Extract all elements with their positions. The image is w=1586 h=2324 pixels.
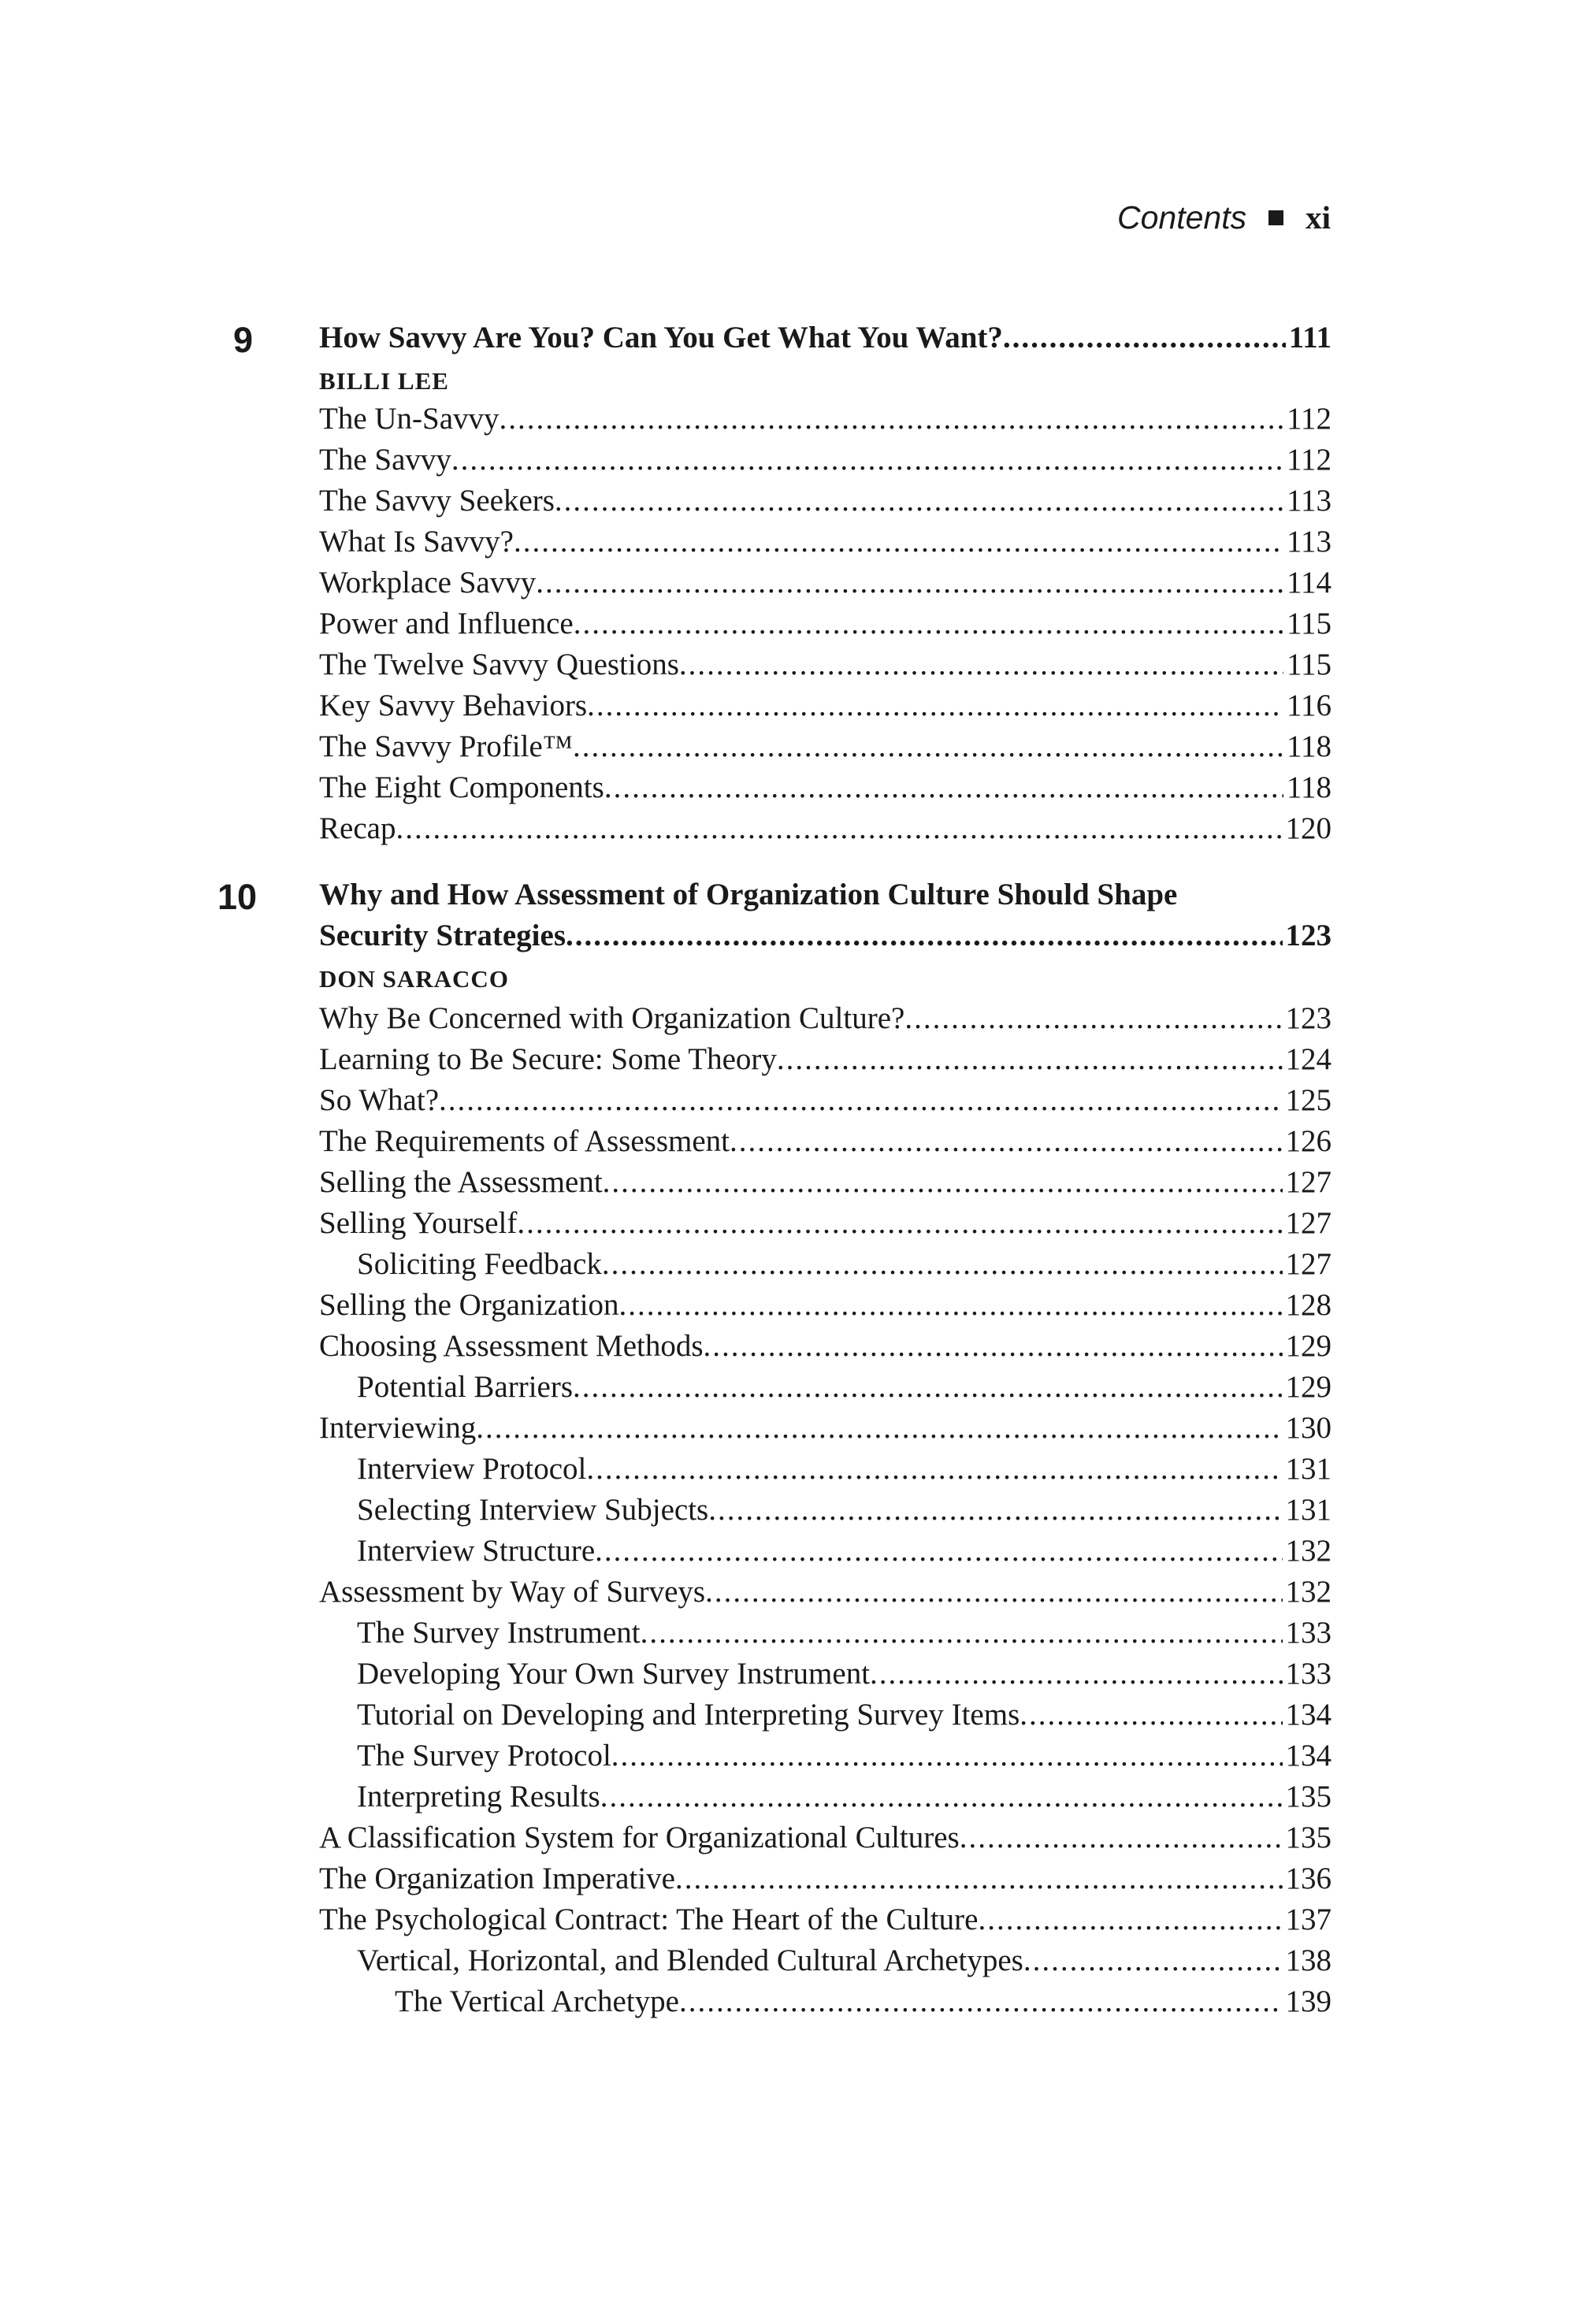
toc-entry[interactable] [319, 1410, 1332, 1451]
entry-page: 132 [1285, 1534, 1332, 1568]
dot-leader [517, 1205, 1282, 1241]
toc-entry[interactable] [319, 442, 1332, 483]
entry-title: The Survey Instrument [357, 1616, 641, 1650]
entry-page: 113 [1286, 525, 1332, 559]
dot-leader [641, 1615, 1283, 1650]
entry-title: The Twelve Savvy Questions [319, 648, 679, 681]
square-bullet-icon [1268, 210, 1283, 225]
entry-page: 116 [1286, 689, 1332, 722]
entry-title: Workplace Savvy [319, 566, 537, 600]
entry-page: 114 [1286, 566, 1332, 600]
entry-page: 132 [1285, 1575, 1332, 1609]
toc-entry[interactable] [319, 688, 1332, 729]
dot-leader [536, 565, 1283, 600]
entry-title: Learning to Be Secure: Some Theory [319, 1042, 777, 1076]
entry-title: Interview Protocol [357, 1452, 587, 1486]
toc-entry[interactable] [319, 811, 1332, 852]
dot-leader [675, 1861, 1283, 1896]
chapter-title-link[interactable] [319, 320, 1332, 361]
entry-title: Soliciting Feedback [357, 1247, 602, 1281]
chapter-author: DON SARACCO [319, 965, 509, 993]
chapter-number: 10 [217, 877, 258, 917]
toc-entry[interactable] [319, 483, 1332, 524]
entry-title: Choosing Assessment Methods [319, 1329, 704, 1363]
toc-entry[interactable] [319, 1328, 1332, 1369]
entry-title: The Psychological Contract: The Heart of the Culture [319, 1903, 979, 1936]
entry-page: 112 [1286, 443, 1332, 477]
entry-page: 129 [1285, 1329, 1332, 1363]
toc-entry[interactable] [357, 1246, 1332, 1287]
dot-leader [679, 647, 1283, 682]
entry-page: 113 [1286, 484, 1332, 518]
entry-page: 139 [1285, 1984, 1332, 2018]
entry-page: 131 [1285, 1452, 1332, 1486]
dot-leader [574, 606, 1283, 641]
chapter-page: 123 [1285, 919, 1332, 952]
entry-page: 129 [1285, 1370, 1332, 1404]
toc-entry[interactable] [357, 1738, 1332, 1779]
chapter-title: How Savvy Are You? Can You Get What You Want? [319, 321, 1003, 355]
entry-page: 127 [1285, 1165, 1332, 1199]
dot-leader [777, 1041, 1283, 1077]
dot-leader [573, 729, 1283, 764]
entry-title: The Survey Protocol [357, 1739, 611, 1773]
entry-page: 128 [1285, 1288, 1332, 1322]
dot-leader [600, 1779, 1283, 1814]
dot-leader [439, 1082, 1282, 1118]
dot-leader [586, 1451, 1282, 1487]
entry-page: 126 [1285, 1124, 1332, 1158]
dot-leader [604, 770, 1283, 805]
entry-page: 133 [1285, 1616, 1332, 1650]
dot-leader [705, 1574, 1282, 1609]
entry-page: 135 [1285, 1821, 1332, 1854]
toc-entry[interactable] [319, 1041, 1332, 1082]
entry-title: Selling the Assessment [319, 1165, 603, 1199]
entry-page: 112 [1286, 402, 1332, 436]
entry-title: The Savvy Profile™ [319, 729, 573, 763]
toc-entry[interactable] [319, 1082, 1332, 1123]
chapter-page: 111 [1288, 321, 1332, 355]
entry-title: Selling the Organization [319, 1288, 619, 1322]
dot-leader [704, 1328, 1283, 1364]
dot-leader [870, 1656, 1282, 1691]
dot-leader [1023, 1943, 1283, 1978]
entry-page: 127 [1285, 1206, 1332, 1240]
entry-title: Power and Influence [319, 607, 574, 640]
entry-page: 115 [1286, 648, 1332, 681]
entry-title: A Classification System for Organizational Cultures [319, 1821, 960, 1854]
dot-leader [573, 1369, 1282, 1405]
toc-entry[interactable] [319, 524, 1332, 565]
toc-entry[interactable] [319, 606, 1332, 647]
chapter-title-line-2[interactable] [319, 918, 1332, 959]
toc-entry[interactable] [357, 1533, 1332, 1574]
toc-entry[interactable] [319, 729, 1332, 770]
chapter-title-line-1[interactable] [319, 877, 1332, 918]
entry-title: The Requirements of Assessment [319, 1124, 730, 1158]
toc-entry[interactable] [319, 565, 1332, 606]
toc-entry[interactable] [319, 1123, 1332, 1164]
dot-leader [904, 1001, 1282, 1036]
toc-entry[interactable] [319, 401, 1332, 442]
dot-leader [619, 1287, 1283, 1323]
dot-leader [611, 1738, 1283, 1773]
entry-page: 120 [1285, 811, 1332, 845]
dot-leader [476, 1410, 1282, 1446]
toc-entry[interactable] [319, 770, 1332, 811]
toc-entry[interactable] [319, 1287, 1332, 1328]
entry-title: The Vertical Archetype [395, 1984, 679, 2018]
dot-leader [396, 811, 1282, 846]
chapter-number: 9 [233, 320, 254, 360]
dot-leader [1020, 1697, 1282, 1732]
entry-page: 130 [1285, 1411, 1332, 1445]
entry-page: 124 [1285, 1042, 1332, 1076]
running-head-title: Contents [1116, 199, 1247, 236]
dot-leader [451, 442, 1283, 477]
running-head-page: xi [1306, 199, 1331, 236]
toc-entry[interactable] [357, 1779, 1332, 1820]
entry-title: Interviewing [319, 1411, 477, 1445]
entry-title: Tutorial on Developing and Interpreting Survey Items [357, 1698, 1020, 1732]
toc-entry[interactable] [319, 1001, 1332, 1041]
toc-entry[interactable] [319, 1574, 1332, 1615]
entry-page: 134 [1285, 1698, 1332, 1732]
entry-page: 133 [1285, 1657, 1332, 1691]
entry-title: Developing Your Own Survey Instrument [357, 1657, 871, 1691]
dot-leader [978, 1902, 1282, 1937]
toc-entry[interactable] [319, 1861, 1332, 1902]
entry-page: 118 [1286, 729, 1332, 763]
entry-title: Assessment by Way of Surveys [319, 1575, 706, 1609]
dot-leader [1003, 320, 1286, 355]
entry-page: 134 [1285, 1739, 1332, 1773]
dot-leader [555, 483, 1283, 518]
entry-title: Key Savvy Behaviors [319, 689, 588, 722]
entry-page: 138 [1285, 1943, 1332, 1977]
dot-leader [708, 1492, 1282, 1528]
entry-page: 115 [1286, 607, 1332, 640]
entry-title: Interview Structure [357, 1534, 596, 1568]
toc-entry[interactable] [357, 1615, 1332, 1656]
dot-leader [602, 1246, 1283, 1282]
toc-entry[interactable] [319, 1205, 1332, 1246]
running-head [1117, 199, 1331, 236]
entry-page: 131 [1285, 1493, 1332, 1527]
chapter-title: Why and How Assessment of Organization Culture Should Shape [319, 878, 1178, 911]
entry-page: 125 [1285, 1083, 1332, 1117]
chapter-author: BILLI LEE [319, 367, 449, 395]
entry-title: The Eight Components [319, 770, 604, 804]
entry-page: 137 [1285, 1903, 1332, 1936]
toc-entry[interactable] [319, 1820, 1332, 1861]
dot-leader [595, 1533, 1282, 1569]
dot-leader [514, 524, 1283, 559]
entry-page: 135 [1285, 1780, 1332, 1814]
entry-title: Recap [319, 811, 396, 845]
entry-page: 123 [1285, 1001, 1332, 1035]
entry-title: Selecting Interview Subjects [357, 1493, 709, 1527]
toc-entry[interactable] [357, 1656, 1332, 1697]
dot-leader [730, 1123, 1283, 1159]
toc-entry[interactable] [357, 1451, 1332, 1492]
entry-title: The Organization Imperative [319, 1862, 675, 1895]
dot-leader [566, 918, 1283, 953]
entry-page: 127 [1285, 1247, 1332, 1281]
entry-title: Vertical, Horizontal, and Blended Cultural Archetypes [357, 1943, 1023, 1977]
toc-entry[interactable] [357, 1369, 1332, 1410]
toc-entry[interactable] [357, 1697, 1332, 1738]
entry-title: The Un-Savvy [319, 402, 500, 436]
entry-title: The Savvy [319, 443, 451, 477]
entry-title: Potential Barriers [357, 1370, 574, 1404]
entry-title: Selling Yourself [319, 1206, 518, 1240]
toc-entry[interactable] [319, 1902, 1332, 1943]
dot-leader [587, 688, 1283, 723]
toc-entry[interactable] [395, 1984, 1332, 2025]
entry-title: So What? [319, 1083, 440, 1117]
chapter-title: Security Strategies [319, 919, 566, 952]
entry-page: 136 [1285, 1862, 1332, 1895]
entry-title: Why Be Concerned with Organization Culture? [319, 1001, 905, 1035]
entry-title: What Is Savvy? [319, 525, 514, 559]
entry-page: 118 [1286, 770, 1332, 804]
toc-entry[interactable] [319, 647, 1332, 688]
entry-title: Interpreting Results [357, 1780, 600, 1814]
toc-entry[interactable] [357, 1492, 1332, 1533]
dot-leader [960, 1820, 1283, 1855]
toc-entry[interactable] [357, 1943, 1332, 1984]
toc-entry[interactable] [319, 1164, 1332, 1205]
dot-leader [603, 1164, 1283, 1200]
dot-leader [500, 401, 1283, 436]
entry-title: The Savvy Seekers [319, 484, 555, 518]
dot-leader [679, 1984, 1283, 2019]
